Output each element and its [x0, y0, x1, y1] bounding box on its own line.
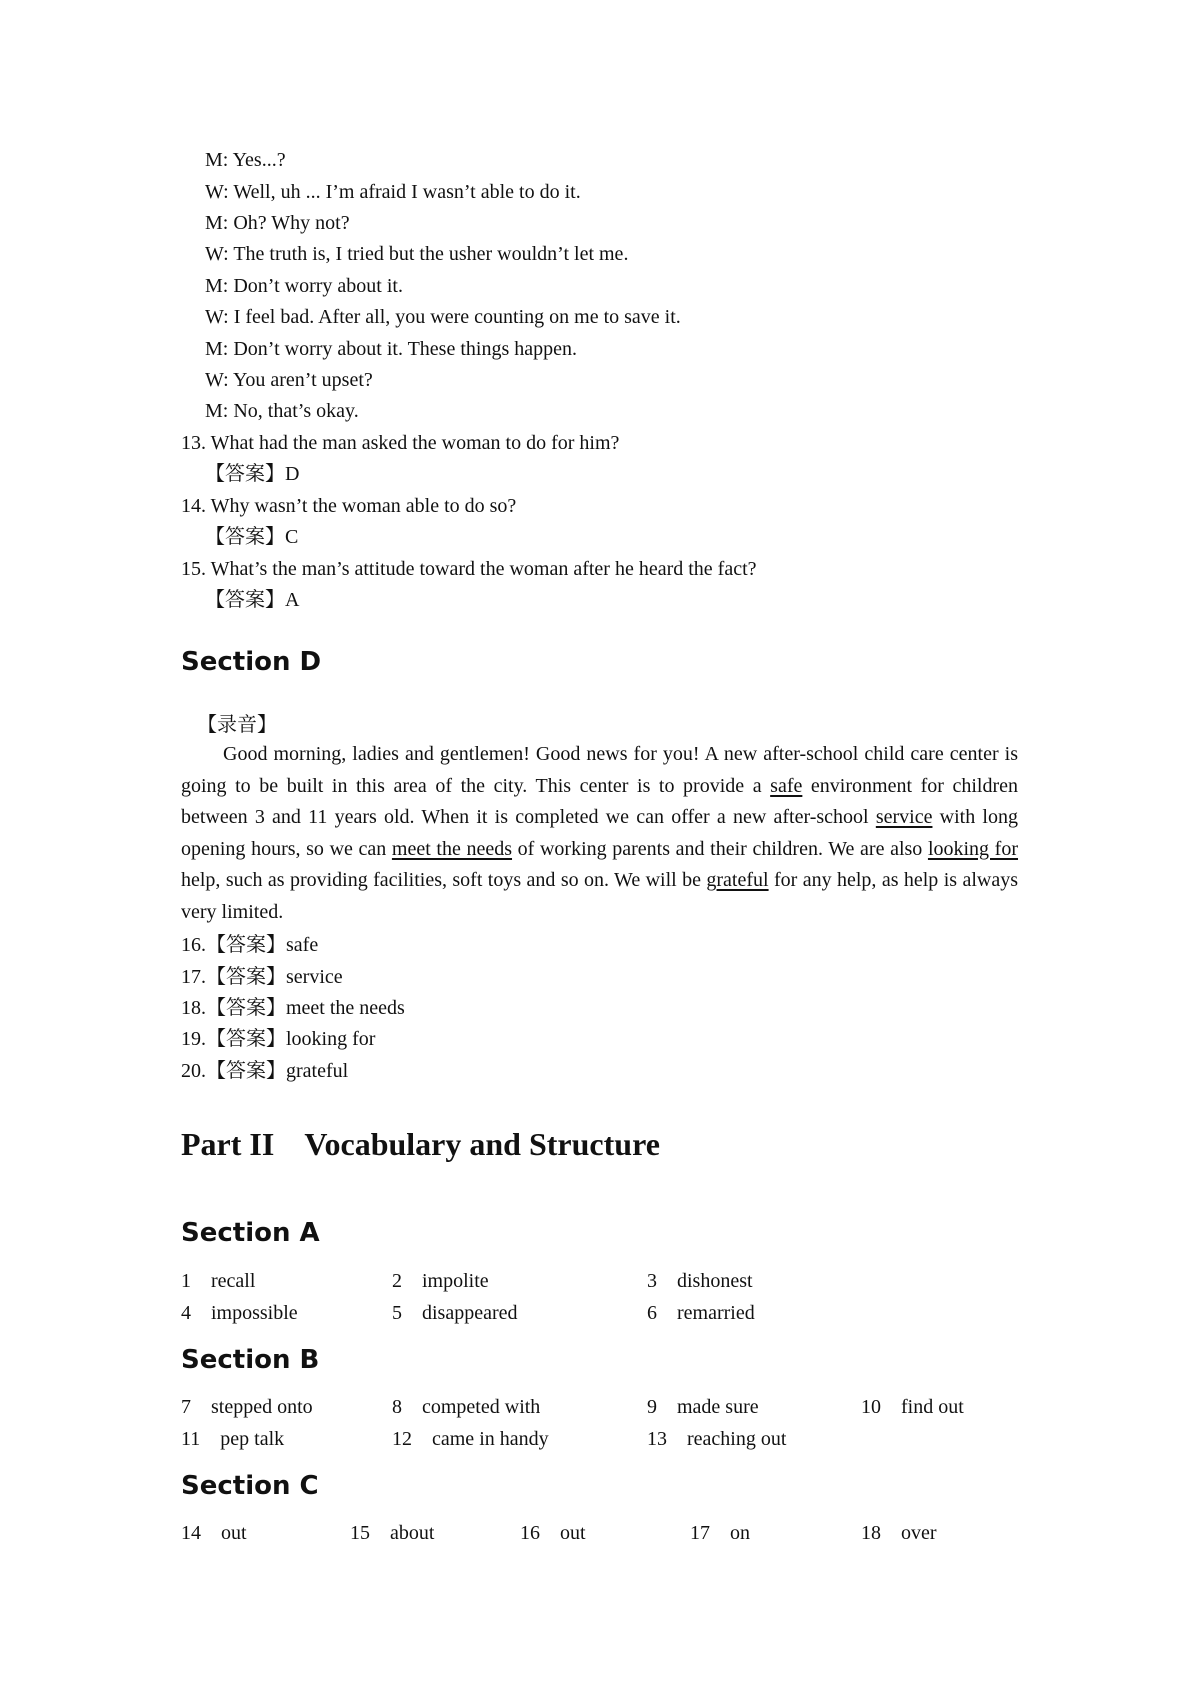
item-word: disappeared [422, 1302, 518, 1324]
item-word: reaching out [687, 1428, 787, 1450]
item-word: out [221, 1522, 247, 1544]
item-word: remarried [677, 1302, 755, 1324]
dialogue-line: W: You aren’t upset? [205, 369, 373, 391]
item-number: 11 [181, 1428, 201, 1450]
item-word: competed with [422, 1396, 541, 1418]
item-word: on [730, 1522, 750, 1544]
dialogue-line: M: Yes...? [205, 149, 286, 171]
item-word: impossible [211, 1302, 298, 1324]
paragraph-text: with long opening hours, so we can [181, 806, 1018, 860]
item-word: find out [901, 1396, 964, 1418]
paragraph-text: for any help, as help is always very limited. [181, 869, 1018, 923]
item-number: 14 [181, 1522, 201, 1544]
answer-19: 19.【答案】looking for [181, 1028, 376, 1050]
answer-13: 【答案】D [205, 463, 300, 485]
item-number: 1 [181, 1270, 191, 1292]
item-number: 7 [181, 1396, 191, 1418]
answer-item [181, 1266, 255, 1296]
underlined-answer: safe [770, 774, 803, 797]
item-word: dishonest [677, 1270, 753, 1292]
paragraph-text: of working parents and their children. We are also [512, 837, 928, 860]
underlined-answer: meet the needs [391, 837, 513, 860]
item-number: 18 [861, 1522, 881, 1544]
item-number: 2 [392, 1270, 402, 1292]
answer-item [647, 1424, 786, 1454]
item-word: made sure [677, 1396, 759, 1418]
answer-17: 17.【答案】service [181, 966, 343, 988]
answer-item [181, 1518, 247, 1548]
item-word: recall [211, 1270, 256, 1292]
part-heading [181, 1124, 660, 1164]
part-label: Part II [181, 1126, 275, 1162]
underlined-answer: looking for [927, 837, 1019, 860]
answer-16: 16.【答案】safe [181, 934, 319, 956]
answer-item [350, 1518, 434, 1548]
item-number: 8 [392, 1396, 402, 1418]
dialogue-line: M: Don’t worry about it. These things happen. [205, 338, 577, 360]
item-number: 10 [861, 1396, 881, 1418]
item-word: pep talk [220, 1428, 285, 1450]
answer-20: 20.【答案】grateful [181, 1060, 349, 1082]
dialogue-line: M: Oh? Why not? [205, 212, 350, 234]
answer-item [647, 1298, 755, 1328]
dialogue-line: M: No, that’s okay. [205, 400, 359, 422]
answer-item [392, 1392, 540, 1422]
dialogue-line: M: Don’t worry about it. [205, 275, 403, 297]
answer-item [181, 1424, 284, 1454]
question-13: 13. What had the man asked the woman to do for him? [181, 432, 620, 454]
item-word: came in handy [432, 1428, 549, 1450]
paragraph-text: Good morning, ladies and gentlemen! Good news for you! A new after-school child care center is going to be built in this area of the city. This center is to provide a [181, 743, 1018, 797]
item-word: impolite [422, 1270, 489, 1292]
answer-item [647, 1392, 759, 1422]
answer-item [861, 1518, 937, 1548]
recording-label: 【录音】 [197, 714, 277, 736]
item-number: 13 [647, 1428, 667, 1450]
item-word: stepped onto [211, 1396, 313, 1418]
paragraph-text: environment for children between 3 and 11 years old. When it is completed we can offer a new after-school [181, 774, 1018, 828]
part-title: Vocabulary and Structure [304, 1126, 660, 1162]
answer-item [647, 1266, 753, 1296]
item-word: about [390, 1522, 435, 1544]
item-number: 16 [520, 1522, 540, 1544]
dialogue-line: W: The truth is, I tried but the usher wouldn’t let me. [205, 243, 629, 265]
item-word: out [560, 1522, 586, 1544]
answer-item [861, 1392, 964, 1422]
section-d-heading: Section D [181, 647, 322, 677]
answer-18: 18.【答案】meet the needs [181, 997, 405, 1019]
item-number: 15 [350, 1522, 370, 1544]
question-15: 15. What’s the man’s attitude toward the woman after he heard the fact? [181, 558, 757, 580]
underlined-answer: grateful [706, 869, 769, 891]
item-number: 5 [392, 1302, 402, 1324]
answer-item [181, 1298, 298, 1328]
answer-15: 【答案】A [205, 589, 300, 611]
item-number: 17 [690, 1522, 710, 1544]
item-word: over [901, 1522, 937, 1544]
dialogue-line: W: Well, uh ... I’m afraid I wasn’t able to do it. [205, 181, 581, 203]
section-a-heading: Section A [181, 1218, 320, 1248]
answer-item [520, 1518, 586, 1548]
underlined-answer: service [875, 806, 933, 828]
question-14: 14. Why wasn’t the woman able to do so? [181, 495, 517, 517]
answer-item [690, 1518, 750, 1548]
answer-item [392, 1298, 518, 1328]
answer-item [392, 1266, 489, 1296]
item-number: 4 [181, 1302, 191, 1324]
paragraph-text: help, such as providing facilities, soft toys and so on. We will be [181, 869, 707, 891]
item-number: 6 [647, 1302, 657, 1324]
answer-14: 【答案】C [205, 526, 299, 548]
section-b-heading: Section B [181, 1345, 320, 1375]
item-number: 12 [392, 1428, 412, 1450]
item-number: 9 [647, 1396, 657, 1418]
dialogue-line: W: I feel bad. After all, you were counting on me to save it. [205, 306, 681, 328]
answer-item [392, 1424, 549, 1454]
item-number: 3 [647, 1270, 657, 1292]
recording-paragraph [181, 739, 1018, 928]
answer-item [181, 1392, 313, 1422]
section-c-heading: Section C [181, 1471, 319, 1501]
